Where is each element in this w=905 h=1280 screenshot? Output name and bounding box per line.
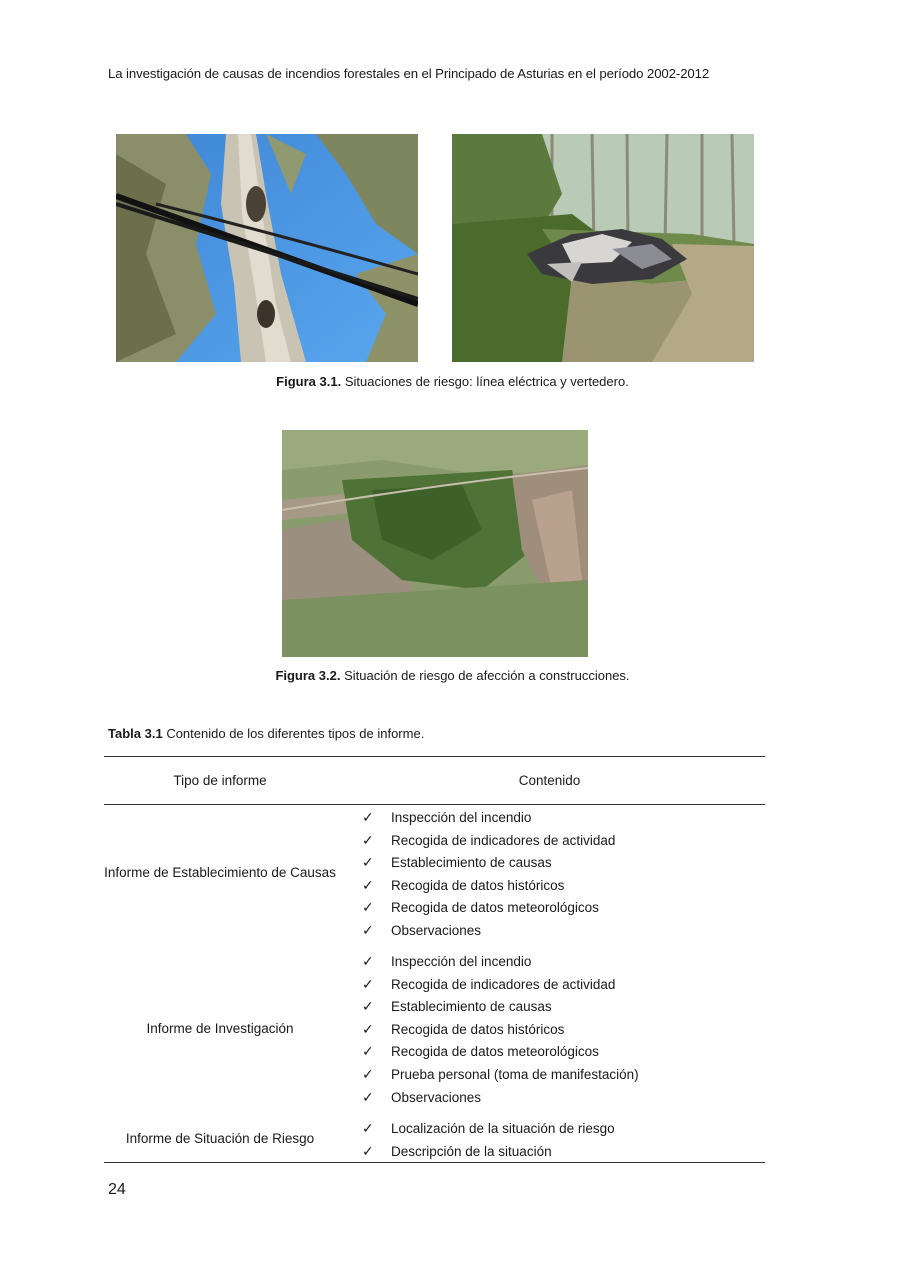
list-item	[362, 1141, 615, 1164]
check-icon: ✓	[362, 1021, 374, 1038]
list-item-text: Prueba personal (toma de manifestación)	[391, 1066, 639, 1082]
page-number: 24	[108, 1181, 126, 1198]
list-item-text: Recogida de datos meteorológicos	[391, 900, 599, 916]
list-item-text: Establecimiento de causas	[391, 855, 552, 871]
table-row-content-list	[362, 951, 639, 1109]
table-3-1-caption	[108, 726, 424, 741]
check-icon: ✓	[362, 976, 374, 993]
list-item	[362, 1064, 639, 1087]
list-item	[362, 897, 615, 920]
check-icon: ✓	[362, 1143, 374, 1160]
table-header-rule	[104, 804, 765, 805]
list-item-text: Observaciones	[391, 922, 482, 938]
figure-3-2-caption	[0, 668, 905, 683]
list-item-text: Recogida de datos meteorológicos	[391, 1044, 599, 1060]
check-icon: ✓	[362, 1044, 374, 1061]
figure-3-1-text: Situaciones de riesgo: línea eléctrica y vertedero.	[344, 374, 629, 389]
check-icon: ✓	[362, 877, 374, 894]
list-item-text: Localización de la situación de riesgo	[391, 1121, 615, 1136]
photo-dump-site	[452, 134, 754, 362]
running-header: La investigación de causas de incendios forestales en el Principado de Asturias en el período 2002-2012	[108, 66, 710, 81]
figure-3-2-text: Situación de riesgo de afección a construcciones.	[344, 668, 630, 683]
list-item	[362, 875, 615, 898]
check-icon: ✓	[362, 1121, 374, 1137]
list-item	[362, 1041, 639, 1064]
check-icon: ✓	[362, 900, 374, 917]
list-item-text: Descripción de la situación	[391, 1143, 552, 1159]
table-row-content-list	[362, 807, 615, 943]
table-row-type: Informe de Investigación	[146, 1021, 294, 1036]
list-item-text: Recogida de datos históricos	[391, 1021, 565, 1037]
table-3-1-label: Tabla 3.1	[108, 726, 163, 741]
list-item-text: Inspección del incendio	[391, 810, 532, 825]
table-bottom-rule	[104, 1162, 765, 1163]
check-icon: ✓	[362, 1089, 374, 1106]
list-item-text: Observaciones	[391, 1089, 482, 1105]
table-row-type: Informe de Establecimiento de Causas	[104, 865, 336, 880]
table-3-1-text: Contenido de los diferentes tipos de informe.	[166, 726, 425, 741]
figure-3-1-label: Figura 3.1.	[276, 374, 342, 389]
table-top-rule	[104, 756, 765, 757]
figure-3-1-caption	[0, 374, 905, 389]
list-item	[362, 951, 639, 974]
list-item-text: Recogida de indicadores de actividad	[391, 976, 616, 992]
list-item	[362, 830, 615, 853]
list-item-text: Recogida de indicadores de actividad	[391, 832, 616, 848]
list-item	[362, 920, 615, 943]
list-item	[362, 807, 615, 830]
check-icon: ✓	[362, 954, 374, 970]
table-row-content-list	[362, 1118, 615, 1163]
photo-power-line	[116, 134, 418, 362]
check-icon: ✓	[362, 999, 374, 1016]
figure-3-2-label: Figura 3.2.	[275, 668, 341, 683]
list-item	[362, 1019, 639, 1042]
list-item	[362, 996, 639, 1019]
list-item	[362, 1118, 615, 1141]
photo-valley-constructions	[282, 430, 588, 657]
check-icon: ✓	[362, 855, 374, 872]
list-item-text: Establecimiento de causas	[391, 999, 552, 1015]
table-row-type: Informe de Situación de Riesgo	[125, 1131, 315, 1146]
list-item	[362, 974, 639, 997]
check-icon: ✓	[362, 922, 374, 939]
table-header-type: Tipo de informe	[173, 773, 267, 788]
check-icon: ✓	[362, 810, 374, 826]
check-icon: ✓	[362, 1066, 374, 1083]
list-item	[362, 1087, 639, 1110]
list-item-text: Inspección del incendio	[391, 954, 532, 969]
check-icon: ✓	[362, 832, 374, 849]
list-item-text: Recogida de datos históricos	[391, 877, 565, 893]
list-item	[362, 852, 615, 875]
table-header-content: Contenido	[518, 773, 581, 788]
